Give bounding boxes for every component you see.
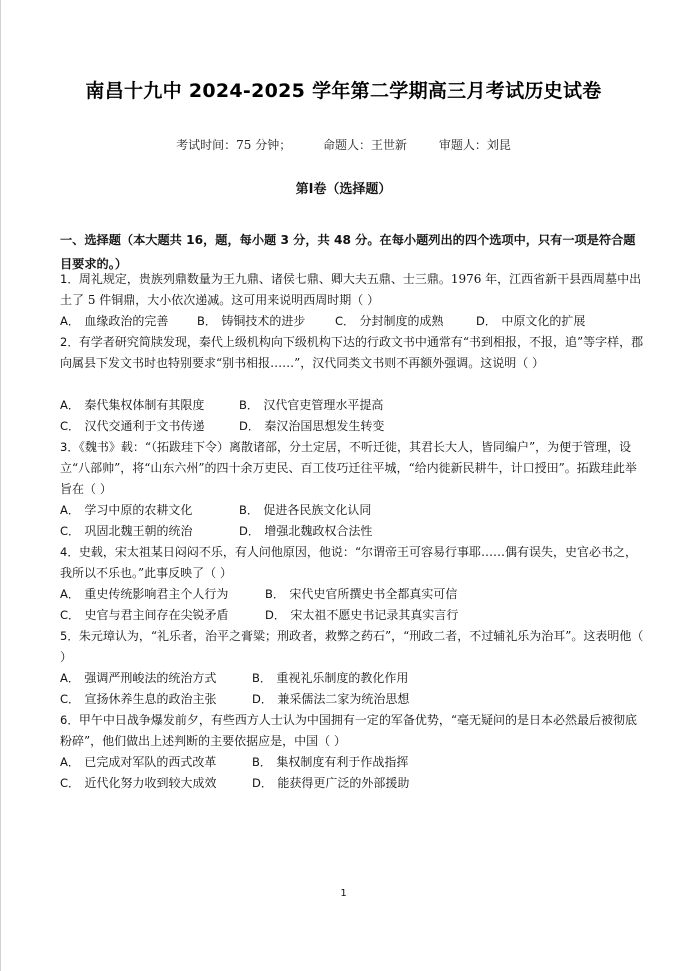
question-2-stem [60, 332, 644, 374]
question-6-options-row1 [60, 752, 644, 773]
exam-time: 考试时间：75 分钟； [176, 138, 292, 152]
question-2-options-row2 [60, 416, 644, 437]
option-d: D． 增强北魏政权合法性 [239, 524, 373, 538]
question-2-options-row1 [60, 395, 644, 416]
option-b: B． 促进各民族文化认同 [239, 503, 372, 517]
option-a: A． 血缘政治的完善 [60, 314, 169, 328]
option-b: B． 宋代史官所撰史书全都真实可信 [265, 587, 458, 601]
option-b: B． 集权制度有利于作战指挥 [252, 755, 409, 769]
option-a: A． 重史传统影响君主个人行为 [60, 587, 229, 601]
option-d: D． 秦汉治国思想发生转变 [239, 419, 385, 433]
page-number: 1 [340, 888, 347, 899]
question-3-stem [60, 437, 644, 500]
question-text: 史载，宋太祖某日闷闷不乐，有人问他原因，他说：“尔谓帝王可容易行事耶……偶有误失，史官必书之，我所以不乐也。”此事反映了（ ） [60, 545, 637, 580]
question-6-options-row2 [60, 773, 644, 794]
question-5-options-row2 [60, 689, 644, 710]
option-a: A． 强调严刑峻法的统治方式 [60, 671, 217, 685]
option-b: B． 铸铜技术的进步 [197, 314, 306, 328]
instructions: 一、选择题（本大题共 16，题，每小题 3 分，共 48 分。在每小题列出的四个选项中，只有一项是符合题目要求的。） [60, 233, 636, 271]
option-c: C． 宣扬休养生息的政治主张 [60, 692, 217, 706]
option-c: C． 巩固北魏王朝的统治 [60, 524, 193, 538]
question-text: 朱元璋认为，“礼乐者，治平之膏粱；刑政者，救弊之药石”，“刑政二者，不过辅礼乐为治耳”。这表明他（ ） [60, 629, 644, 664]
question-text: 《魏书》载：“（拓跋珪下令）离散诸部，分土定居，不听迁徙，其君长大人，皆同编户”，为便于管理，设立“八部帅”，将“山东六州”的四十余万吏民、百工伎巧迁往平城，“给内徙新民耕牛，计口授田”。拓跋珪此举旨在（ ） [60, 440, 637, 496]
question-text: 周礼规定，贵族列鼎数量为王九鼎、诸侯七鼎、卿大夫五鼎、士三鼎。1976 年，江西省新干县西周墓中出土了 5 件铜鼎，大小依次递减。这可用来说明西周时期（ ） [60, 272, 642, 307]
option-c: C． 近代化努力收到较大成效 [60, 776, 217, 790]
option-d: D． 中原文化的扩展 [476, 314, 586, 328]
option-b: B． 重视礼乐制度的教化作用 [252, 671, 409, 685]
option-a: A． 已完成对军队的西式改革 [60, 755, 217, 769]
option-a: A． 学习中原的农耕文化 [60, 503, 193, 517]
question-number: 4． [60, 545, 79, 559]
question-4-options-row1 [60, 584, 644, 605]
question-number: 3． [60, 440, 79, 454]
question-4-options-row2 [60, 605, 644, 626]
question-1-stem [60, 269, 644, 311]
question-3-options-row1 [60, 500, 644, 521]
option-c: C． 汉代交通利于文书传递 [60, 419, 205, 433]
question-text: 有学者研究简牍发现，秦代上级机构向下级机构下达的行政文书中通常有“书到相报，不报，追”等字样，郡向属县下发文书时也特别要求“别书相报……”，汉代同类文书则不再额外强调。这说明（ ） [60, 335, 644, 370]
option-b: B． 汉代官吏管理水平提高 [239, 398, 384, 412]
option-d: D． 宋太祖不愿史书记录其真实言行 [265, 608, 459, 622]
question-3-options-row2 [60, 521, 644, 542]
exam-title: 南昌十九中 2024-2025 学年第二学期高三月考试历史试卷 [85, 80, 602, 102]
question-number: 2． [60, 335, 79, 349]
question-text: 甲午中日战争爆发前夕，有些西方人士认为中国拥有一定的军备优势，“毫无疑问的是日本必然最后被彻底粉碎”，他们做出上述判断的主要依据应是，中国（ ） [60, 713, 637, 748]
option-a: A． 秦代集权体制有其限度 [60, 398, 205, 412]
option-c: C． 史官与君主间存在尖锐矛盾 [60, 608, 229, 622]
exam-reviewer: 审题人：刘昆 [438, 138, 511, 152]
question-1-options [60, 311, 644, 332]
option-c: C． 分封制度的成熟 [335, 314, 444, 328]
exam-meta [0, 136, 687, 153]
question-number: 5． [60, 629, 79, 643]
question-number: 6． [60, 713, 79, 727]
exam-author: 命题人：王世新 [323, 138, 408, 152]
question-4-stem [60, 542, 644, 584]
question-number: 1． [60, 272, 79, 286]
question-6-stem [60, 710, 644, 752]
section-heading: 第Ⅰ卷（选择题） [295, 182, 392, 197]
option-d: D． 兼采儒法二家为统治思想 [252, 692, 410, 706]
option-d: D． 能获得更广泛的外部援助 [252, 776, 410, 790]
question-5-options-row1 [60, 668, 644, 689]
question-5-stem [60, 626, 644, 668]
